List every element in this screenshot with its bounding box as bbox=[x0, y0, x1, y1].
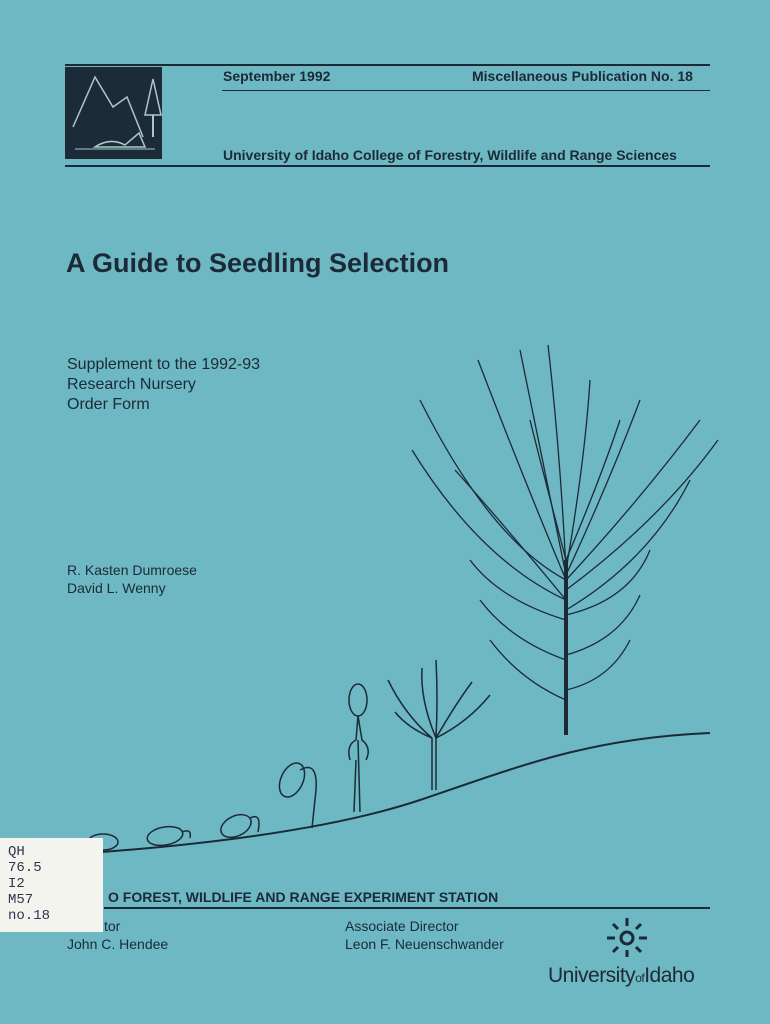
seedling-icon bbox=[349, 684, 368, 812]
university-sun-icon bbox=[604, 916, 650, 958]
call-number-line: M57 bbox=[8, 892, 34, 908]
author-name: David L. Wenny bbox=[67, 580, 166, 596]
university-logo bbox=[548, 964, 694, 988]
seed-icon bbox=[88, 759, 316, 850]
director bbox=[67, 917, 169, 953]
university-prefix: University bbox=[548, 964, 636, 987]
director-role: tor bbox=[104, 918, 121, 934]
subtitle-line: Supplement to the 1992-93 bbox=[67, 356, 261, 373]
associate-role: Associate Director bbox=[345, 918, 459, 934]
institution-name: University of Idaho College of Forestry, Wildlife and Range Sciences bbox=[223, 147, 677, 163]
call-number-line: QH bbox=[8, 844, 25, 860]
footer-rule bbox=[104, 907, 710, 909]
subtitle-line: Research Nursery bbox=[67, 376, 196, 393]
call-number-line: no.18 bbox=[8, 908, 51, 924]
subtitle-line: Order Form bbox=[67, 396, 150, 413]
associate-director bbox=[345, 917, 504, 953]
publication-date: September 1992 bbox=[223, 68, 331, 84]
call-number-line: 76.5 bbox=[8, 860, 42, 876]
call-number-line: I2 bbox=[8, 876, 25, 892]
young-seedling-icon bbox=[388, 660, 490, 790]
library-call-number-label bbox=[0, 838, 103, 932]
associate-name: Leon F. Neuenschwander bbox=[345, 936, 504, 952]
director-name: John C. Hendee bbox=[67, 936, 169, 952]
page-title: A Guide to Seedling Selection bbox=[66, 248, 450, 278]
university-suffix: Idaho bbox=[644, 964, 695, 987]
author-name: R. Kasten Dumroese bbox=[67, 562, 197, 578]
pine-tree-icon bbox=[412, 345, 718, 735]
publication-number: Miscellaneous Publication No. 18 bbox=[472, 68, 693, 84]
university-of: of bbox=[635, 971, 645, 985]
experiment-station: O FOREST, WILDLIFE AND RANGE EXPERIMENT STATION bbox=[108, 889, 499, 905]
